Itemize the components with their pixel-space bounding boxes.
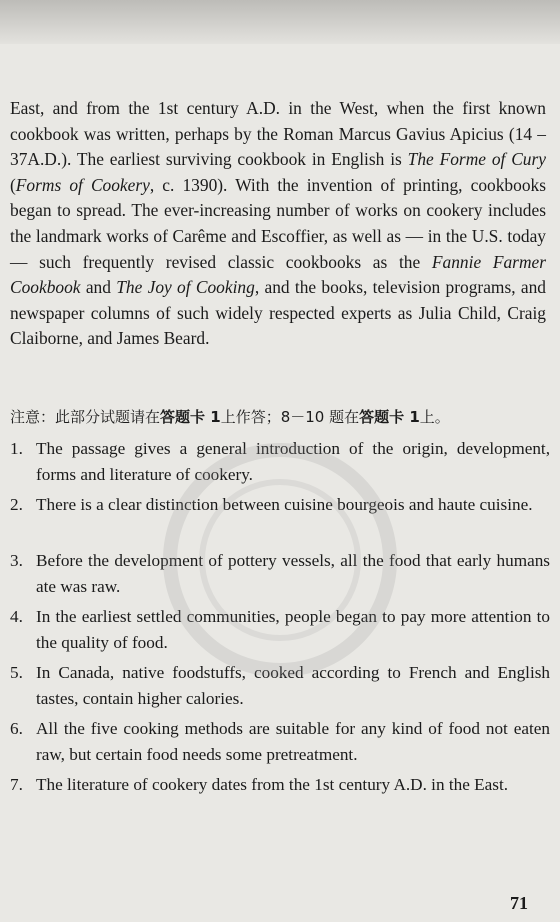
- book-title: Forms of Cookery: [15, 174, 150, 195]
- question-number: 4.: [10, 607, 23, 626]
- book-title: Fannie Farmer Cookbook: [10, 251, 546, 298]
- question-text: In the earliest settled communities, people began to pay more attention to the quality of food.: [36, 607, 550, 652]
- question-text: In Canada, native foodstuffs, cooked according to French and English tastes, contain higher calories.: [36, 663, 550, 708]
- book-title: The Forme of Cury: [407, 149, 546, 170]
- question-number: 1.: [10, 439, 23, 458]
- question-item: [10, 716, 550, 772]
- question-text: All the five cooking methods are suitable for any kind of food not eaten raw, but certain food needs some pretreatment.: [36, 719, 550, 764]
- instruction-text: 注意：此部分试题请在: [10, 408, 161, 426]
- question-item: [10, 772, 550, 828]
- instruction-text: 上。: [419, 408, 450, 426]
- question-item: [10, 604, 550, 660]
- question-item: [10, 436, 550, 492]
- answer-sheet-label: 答题卡 1: [359, 408, 420, 426]
- passage-text: , and the books, television programs, and newspaper columns of such widely respected experts as Julia Child, Craig Claiborne, and James Beard.: [10, 277, 546, 349]
- answer-instructions: [10, 405, 550, 429]
- question-text: Before the development of pottery vessels, all the food that early humans ate was raw.: [36, 551, 550, 596]
- instruction-text: 上作答；8－10 题在: [220, 408, 360, 426]
- question-number: 7.: [10, 775, 23, 794]
- answer-sheet-label: 答题卡 1: [160, 408, 221, 426]
- question-text: The passage gives a general introduction of the origin, development, forms and literature of cookery.: [36, 439, 550, 484]
- passage-text: , c. 1390). With the invention of printing, cookbooks began to spread. The ever-increasing number of works on cookery includes the landmark works of Carême and Escoffier, as well as — in the U.S. today — such frequently revised classic cookbooks as the: [10, 174, 546, 272]
- question-item: [10, 548, 550, 604]
- question-item: [10, 492, 550, 548]
- question-list: [10, 436, 550, 828]
- question-number: 6.: [10, 719, 23, 738]
- question-item: [10, 660, 550, 716]
- question-text: The literature of cookery dates from the 1st century A.D. in the East.: [36, 775, 509, 794]
- passage-paragraph: [10, 96, 546, 352]
- question-text: There is a clear distinction between cuisine bourgeois and haute cuisine.: [36, 495, 533, 514]
- question-number: 5.: [10, 663, 23, 682]
- question-number: 2.: [10, 495, 23, 514]
- passage-text: and: [80, 277, 117, 298]
- scan-top-shadow: [0, 0, 560, 44]
- passage-text: (: [10, 174, 16, 195]
- book-title: The Joy of Cooking: [116, 277, 255, 298]
- page-number: 71: [510, 893, 528, 913]
- question-number: 3.: [10, 551, 23, 570]
- passage-text: East, and from the 1st century A.D. in the West, when the first known cookbook was written, perhaps by the Roman Marcus Gavius Apicius (14 – 37A.D.). The earliest surviving cookbook in English is: [10, 98, 546, 170]
